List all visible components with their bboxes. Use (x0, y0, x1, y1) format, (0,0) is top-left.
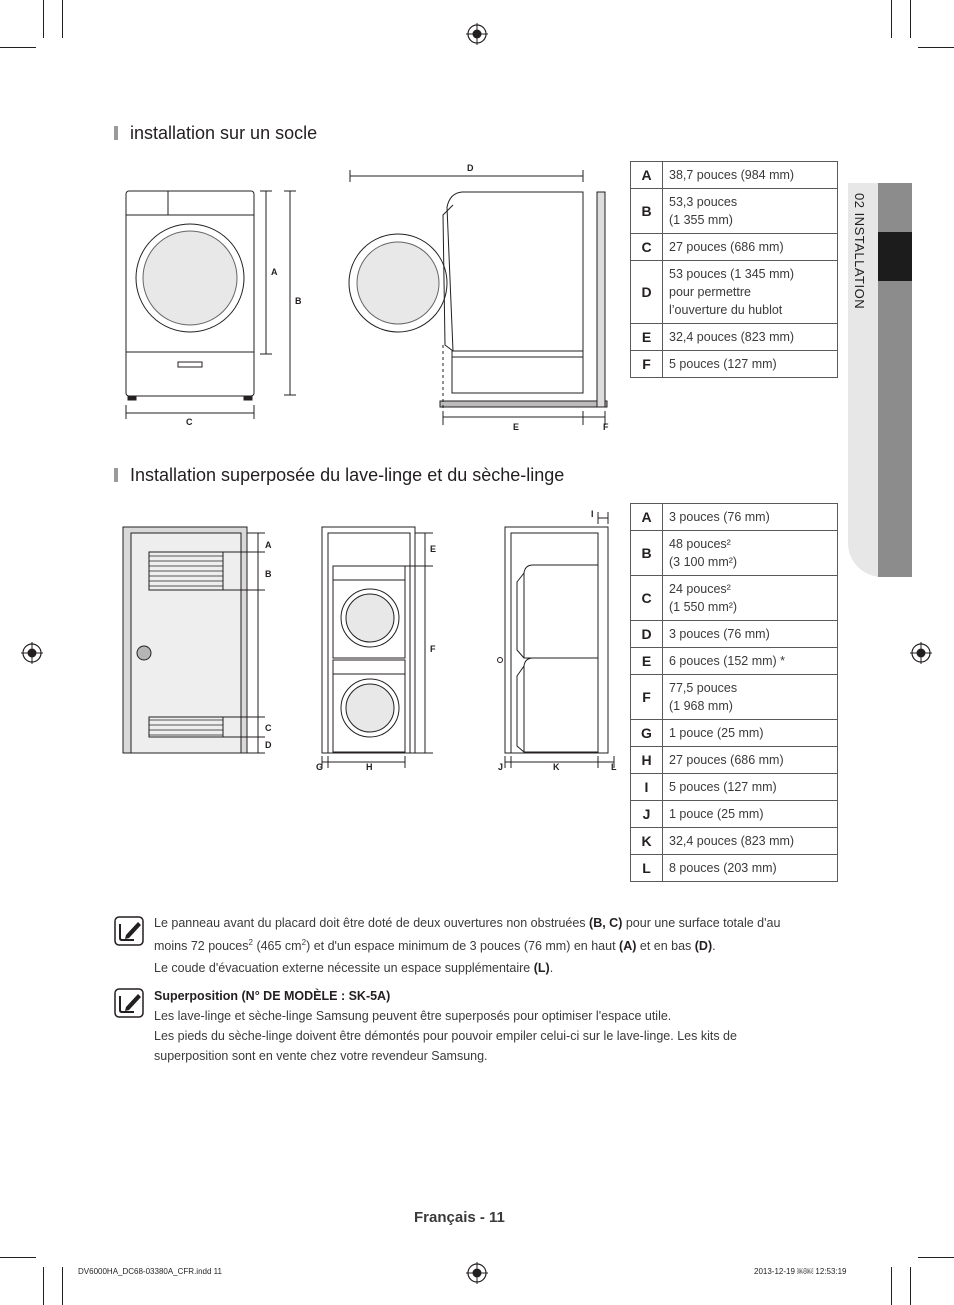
section-title-stacked (114, 465, 564, 486)
table-row (631, 648, 838, 675)
dim-value: 32,4 pouces (823 mm) (663, 828, 838, 855)
side-tab-marker (878, 232, 912, 281)
dim-value: 6 pouces (152 mm) * (663, 648, 838, 675)
dim-value: 1 pouce (25 mm) (663, 801, 838, 828)
dim-value: 8 pouces (203 mm) (663, 855, 838, 882)
dim-value: 27 pouces (686 mm) (663, 234, 838, 261)
dim-value: 38,7 pouces (984 mm) (663, 162, 838, 189)
dim-key: F (631, 351, 663, 378)
dim-label-C: C (265, 723, 272, 733)
note-paragraph: Le coude d'évacuation externe nécessite un espace supplémentaire (L). (154, 961, 554, 976)
dim-label-A: A (271, 267, 278, 277)
dim-value: 53,3 pouces (1 355 mm) (663, 189, 838, 234)
pedestal-dimensions-table (630, 161, 838, 378)
table-row (631, 621, 838, 648)
dim-key: A (631, 504, 663, 531)
dim-label-A: A (265, 540, 272, 550)
dim-value: 53 pouces (1 345 mm) pour permettre l’ouverture du hublot (663, 261, 838, 324)
table-row (631, 324, 838, 351)
dim-value: 27 pouces (686 mm) (663, 747, 838, 774)
table-row (631, 576, 838, 621)
dim-key: I (631, 774, 663, 801)
side-tab-label: 02 INSTALLATION (852, 193, 867, 310)
table-row (631, 828, 838, 855)
dim-value: 5 pouces (127 mm) (663, 774, 838, 801)
dim-label-K: K (553, 762, 560, 772)
dim-value: 24 pouces² (1 550 mm²) (663, 576, 838, 621)
chapter-side-tab (848, 183, 912, 577)
table-row (631, 261, 838, 324)
dim-value: 32,4 pouces (823 mm) (663, 324, 838, 351)
dim-label-F: F (603, 422, 609, 432)
title-bullet (114, 468, 118, 482)
note-pencil-icon (114, 988, 144, 1018)
note-paragraph: Les lave-linge et sèche-linge Samsung peuvent être superposés pour optimiser l'espace utile. (154, 1009, 672, 1023)
table-row (631, 801, 838, 828)
dim-label-J: J (498, 762, 504, 772)
dim-key: C (631, 234, 663, 261)
dim-key: D (631, 621, 663, 648)
dim-key: D (631, 261, 663, 324)
dim-value: 5 pouces (127 mm) (663, 351, 838, 378)
dim-label-L: L (611, 762, 617, 772)
stacked-installation-diagram (115, 500, 630, 775)
table-row (631, 504, 838, 531)
table-row (631, 234, 838, 261)
section-title-text: Installation superposée du lave-linge et du sèche-linge (130, 465, 565, 485)
table-row (631, 720, 838, 747)
registration-mark-top-icon (466, 23, 488, 45)
dim-label-F: F (430, 644, 436, 654)
dim-value: 1 pouce (25 mm) (663, 720, 838, 747)
dim-key: L (631, 855, 663, 882)
dim-label-D: D (265, 740, 272, 750)
note-title: Superposition (N° DE MODÈLE : SK-5A) (154, 989, 391, 1003)
dim-label-G: G (316, 762, 324, 772)
table-row (631, 675, 838, 720)
footer-file-name: DV6000HA_DC68-03380A_CFR.indd 11 (78, 1267, 222, 1276)
table-row (631, 747, 838, 774)
table-row (631, 531, 838, 576)
dim-key: E (631, 324, 663, 351)
dim-label-C: C (186, 417, 193, 427)
dim-key: J (631, 801, 663, 828)
table-row (631, 189, 838, 234)
dim-key: C (631, 576, 663, 621)
dim-label-B: B (295, 296, 302, 306)
note-cabinet-openings (154, 913, 794, 978)
dim-key: A (631, 162, 663, 189)
note-pencil-icon (114, 916, 144, 946)
dim-label-E: E (513, 422, 520, 432)
table-row (631, 162, 838, 189)
registration-mark-left-icon (21, 642, 43, 664)
dim-key: H (631, 747, 663, 774)
dim-value: 77,5 pouces (1 968 mm) (663, 675, 838, 720)
pedestal-diagram (110, 155, 630, 440)
section-title-pedestal (114, 123, 317, 144)
note-stacking-kit (154, 986, 794, 1066)
dim-key: B (631, 189, 663, 234)
table-row (631, 774, 838, 801)
registration-mark-right-icon (910, 642, 932, 664)
dim-value: 48 pouces² (3 100 mm²) (663, 531, 838, 576)
note-paragraph: Le panneau avant du placard doit être doté de deux ouvertures non obstruées (B, C) pour une surface totale d'au moins 72 pouces$^2$ (465 $cm^2$) et d'un espace minimum de 3 pouces (76 mm) en haut (A) et en bas (D). (154, 916, 781, 954)
dim-key: G (631, 720, 663, 747)
dim-value: 3 pouces (76 mm) (663, 621, 838, 648)
section-title-text: installation sur un socle (130, 123, 318, 143)
page-number: Français - 11 (414, 1209, 505, 1226)
dim-key: K (631, 828, 663, 855)
dim-value: 3 pouces (76 mm) (663, 504, 838, 531)
dim-label-H: H (366, 762, 373, 772)
dim-key: F (631, 675, 663, 720)
note-paragraph: Les pieds du sèche-linge doivent être démontés pour pouvoir empiler celui-ci sur le lave-linge. Les kits de superposition sont en vente chez votre revendeur Samsung. (154, 1029, 737, 1063)
title-bullet (114, 126, 118, 140)
table-row (631, 855, 838, 882)
dim-label-I: I (591, 509, 594, 519)
stacked-dimensions-table (630, 503, 838, 882)
dim-key: B (631, 531, 663, 576)
footer-timestamp: 2013-12-19 ￼￼ 12:53:19 (754, 1267, 847, 1276)
table-row (631, 351, 838, 378)
dim-key: E (631, 648, 663, 675)
dim-label-D: D (467, 163, 474, 173)
registration-mark-bottom-icon (466, 1262, 488, 1284)
dim-label-B: B (265, 569, 272, 579)
dim-label-E: E (430, 544, 437, 554)
